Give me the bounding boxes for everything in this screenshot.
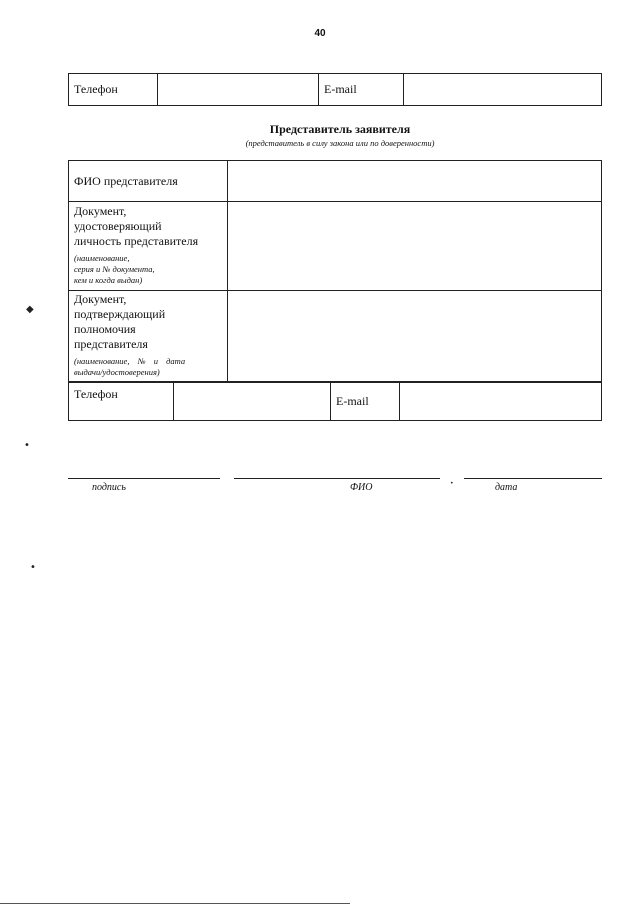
applicant-phone-label-cell	[69, 74, 158, 106]
rep-authority-doc-hint-line: выдачи/удостоверения)	[74, 367, 160, 378]
rep-email-label: E-mail	[336, 394, 369, 408]
rep-id-doc-label-line: удостоверяющий	[74, 219, 162, 233]
scan-mark: ◆	[26, 304, 34, 315]
rep-authority-doc-label-line: Документ,	[74, 292, 127, 306]
rep-fio-label-cell	[69, 161, 228, 202]
rep-id-doc-label-line: личность представителя	[74, 234, 199, 248]
page-edge-line	[0, 903, 350, 904]
rep-authority-doc-label-line: представителя	[74, 337, 148, 351]
rep-phone-label-cell	[69, 383, 174, 421]
rep-id-doc-field[interactable]	[228, 202, 602, 291]
rep-phone-label: Телефон	[74, 387, 118, 401]
fio-caption: ФИО	[350, 482, 373, 493]
rep-authority-doc-label-line: подтверждающий	[74, 307, 166, 321]
applicant-email-field[interactable]	[404, 74, 602, 106]
rep-fio-field[interactable]	[228, 161, 602, 202]
signature-caption: подпись	[92, 482, 126, 493]
rep-id-doc-hint-line: (наименование,	[74, 253, 130, 263]
applicant-contact-table	[68, 73, 602, 106]
page-number: 40	[314, 28, 326, 39]
fio-line[interactable]	[234, 478, 440, 479]
scan-mark: •	[24, 440, 30, 451]
rep-fio-label: ФИО представителя	[74, 173, 178, 188]
date-caption: дата	[495, 482, 518, 493]
rep-phone-field[interactable]	[174, 383, 331, 421]
applicant-email-label: E-mail	[324, 82, 357, 96]
representative-section-subtitle: (представитель в силу закона или по доверенности)	[245, 138, 435, 148]
rep-id-doc-label-line: Документ,	[74, 204, 127, 218]
rep-id-doc-label-cell	[69, 202, 228, 291]
rep-id-doc-hint-line: кем и когда выдан)	[74, 275, 143, 286]
rep-authority-doc-label-line: полномочия	[74, 322, 136, 336]
applicant-phone-label: Телефон	[74, 82, 118, 96]
rep-authority-doc-hint-line: (наименование, № и дата	[74, 356, 186, 366]
rep-email-label-cell	[331, 383, 400, 421]
rep-email-field[interactable]	[400, 383, 602, 421]
date-line[interactable]	[464, 478, 602, 479]
scan-mark: •	[450, 480, 454, 487]
representative-section-title: Представитель заявителя	[269, 122, 411, 136]
rep-authority-doc-label-cell	[69, 291, 228, 382]
rep-authority-doc-field[interactable]	[228, 291, 602, 382]
representative-contact-table	[68, 382, 602, 421]
applicant-email-label-cell	[319, 74, 404, 106]
representative-table	[68, 160, 602, 382]
scan-mark: •	[30, 562, 36, 573]
rep-id-doc-hint-line: серия и № документа,	[74, 264, 155, 275]
applicant-phone-field[interactable]	[158, 74, 319, 106]
signature-line[interactable]	[68, 478, 220, 479]
